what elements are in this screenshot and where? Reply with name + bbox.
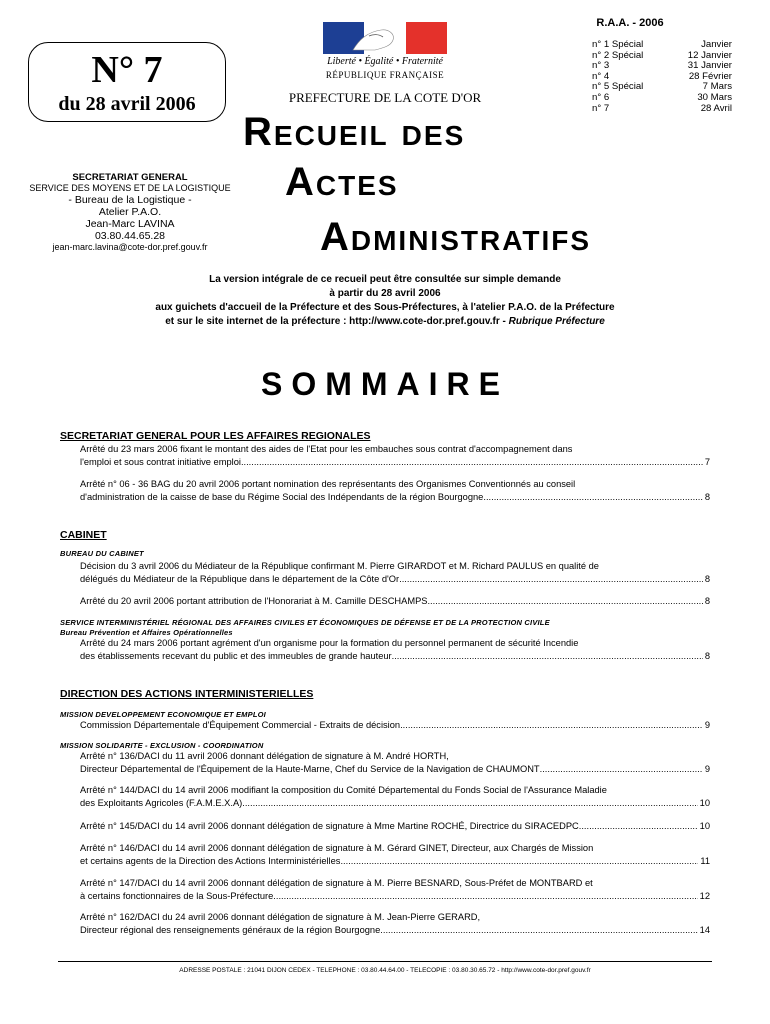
sommaire-heading: SOMMAIRE bbox=[261, 366, 509, 402]
footer-address: ADRESSE POSTALE : 21041 DIJON CEDEX - TELEPHONE : 03.80.44.64.00 - TELECOPIE : 03.80.30.65.72 - http://www.cote-dor.pref.gouv.fr bbox=[179, 967, 591, 974]
version-line: La version intégrale de ce recueil peut être consultée sur simple demande bbox=[209, 274, 561, 285]
page-number: 8 bbox=[704, 573, 710, 584]
toc-entry bbox=[80, 820, 710, 833]
toc-entry-text: Arrêté n° 147/DACI du 14 avril 2006 donnant délégation de signature à M. Pierre BESNARD, Sous-Préfet de MONTBARD et bbox=[80, 878, 593, 888]
toc-entry bbox=[80, 478, 710, 503]
toc-entry-text: Arrêté du 20 avril 2006 portant attribution de l'Honorariat à M. Camille DESCHAMPS bbox=[80, 596, 428, 606]
toc-entry-text: et certains agents de la Direction des Actions Interministérielles bbox=[80, 855, 341, 866]
toc-entry-text: des établissements recevant du public et des immeubles de grande hauteur bbox=[80, 650, 392, 661]
motto: Liberté • Égalité • Fraternité bbox=[327, 56, 443, 67]
page-number: 11 bbox=[700, 855, 710, 866]
toc-entry bbox=[80, 911, 710, 936]
toc-entry-text: Commission Départementale d'Équipement Commercial - Extraits de décision bbox=[80, 720, 401, 730]
secretariat-block bbox=[10, 172, 250, 253]
contact-phone: 03.80.44.65.28 bbox=[94, 230, 166, 242]
issue-date: du 28 avril 2006 bbox=[58, 93, 196, 115]
version-line bbox=[60, 315, 710, 329]
raa-item: n° 2 Spécial 12 Janvier bbox=[592, 49, 732, 61]
toc-entry-text: d'administration de la caisse de base du Régime Social des Indépendants de la région Bourgogne bbox=[80, 491, 484, 502]
section-heading: DIRECTION DES ACTIONS INTERMINISTERIELLES bbox=[60, 688, 314, 700]
section-heading: CABINET bbox=[60, 529, 107, 541]
toc-entry-text: délégués du Médiateur de la République dans le département de la Côte d'Or bbox=[80, 573, 400, 584]
subsection-heading: SERVICE INTERMINISTÉRIEL RÉGIONAL DES AFFAIRES CIVILES ET ÉCONOMIQUES DE DÉFENSE ET DE LA PROTECTION CIVILE bbox=[60, 618, 550, 627]
toc-entry bbox=[80, 443, 710, 468]
toc-entry-text: des Exploitants Agricoles (F.A.M.E.X.A) bbox=[80, 797, 243, 808]
toc-entry-text: Arrêté n° 146/DACI du 14 avril 2006 donnant délégation de signature à M. Gérard GINET, Directeur, aux Chargés de Mission bbox=[80, 843, 594, 853]
marianne-logo-icon bbox=[323, 22, 447, 54]
page-number: 8 bbox=[704, 491, 710, 502]
page-number: 10 bbox=[699, 797, 710, 808]
subsection-heading: MISSION DEVELOPPEMENT ECONOMIQUE ET EMPLOI bbox=[60, 710, 266, 719]
service-name: SERVICE DES MOYENS ET DE LA LOGISTIQUE bbox=[29, 183, 231, 193]
atelier-name: Atelier P.A.O. bbox=[98, 206, 162, 218]
toc-entry bbox=[80, 637, 710, 662]
toc-entry-text: Arrêté n° 06 - 36 BAG du 20 avril 2006 portant nomination des représentants des Organismes Conventionnés au conseil bbox=[80, 479, 576, 489]
toc-entry-text: Arrêté n° 145/DACI du 14 avril 2006 donnant délégation de signature à Mme Martine ROCHÉ, Directrice du SIRACEDPC bbox=[80, 821, 579, 831]
rubrique-text: Rubrique Préfecture bbox=[508, 316, 605, 327]
toc-entry-text: Arrêté n° 144/DACI du 14 avril 2006 modifiant la composition du Comité Départemental du Fonds Social de l'Assurance Maladie bbox=[80, 785, 607, 795]
toc-entry-text: Directeur régional des renseignements généraux de la région Bourgogne bbox=[80, 924, 381, 935]
prefecture-name: PREFECTURE DE LA COTE D'OR bbox=[288, 90, 482, 105]
page-number: 9 bbox=[704, 763, 710, 774]
toc-entry-text: l'emploi et sous contrat initiative emploi bbox=[80, 456, 241, 467]
raa-item: n° 1 Spécial Janvier bbox=[592, 39, 732, 50]
title-line-2: Actes bbox=[285, 160, 399, 204]
subsection-heading: BUREAU DU CABINET bbox=[60, 549, 144, 558]
bureau-name: - Bureau de la Logistique - bbox=[68, 194, 192, 206]
title-line-1: Recueil des bbox=[243, 110, 466, 154]
page-number: 9 bbox=[704, 720, 710, 730]
raa-item: n° 4 28 Février bbox=[592, 70, 732, 82]
version-line: à partir du 28 avril 2006 bbox=[329, 288, 441, 299]
contact-name: Jean-Marc LAVINA bbox=[85, 218, 175, 230]
issue-number-box bbox=[28, 42, 226, 122]
toc-entry-text: Arrêté du 23 mars 2006 fixant le montant des aides de l'Etat pour les embauches sous contrat d'accompagnement dans bbox=[80, 444, 573, 454]
section-heading: SECRETARIAT GENERAL POUR LES AFFAIRES REGIONALES bbox=[60, 430, 371, 442]
toc-entry bbox=[80, 784, 710, 809]
raa-item: n° 7 28 Avril bbox=[592, 102, 732, 114]
toc-entry bbox=[80, 842, 710, 867]
toc-entry bbox=[80, 595, 710, 608]
toc-entry-text: Arrêté n° 136/DACI du 11 avril 2006 donnant délégation de signature à M. André HORTH, bbox=[80, 751, 449, 761]
toc-entry bbox=[80, 719, 710, 732]
page-number: 7 bbox=[704, 456, 710, 467]
page-number: 12 bbox=[699, 890, 710, 901]
raa-item: n° 3 31 Janvier bbox=[592, 60, 732, 72]
toc-entry-text: Arrêté du 24 mars 2006 portant agrément d'un organisme pour la formation du personnel permanent de sécurité Incendie bbox=[80, 638, 579, 648]
page-number: 10 bbox=[699, 821, 710, 831]
website-text: et sur le site internet de la préfecture : http://www.cote-dor.pref.gouv.fr - bbox=[165, 316, 509, 327]
version-notice bbox=[60, 273, 710, 329]
contact-email: jean-marc.lavina@cote-dor.pref.gouv.fr bbox=[52, 242, 208, 252]
page-number: 14 bbox=[699, 924, 710, 935]
footer-divider bbox=[58, 961, 712, 962]
raa-item: n° 5 Spécial 7 Mars bbox=[592, 81, 732, 93]
secretariat-title: SECRETARIAT GENERAL bbox=[72, 172, 188, 183]
title-line-3: Administratifs bbox=[320, 215, 592, 259]
toc-entry-text: Arrêté n° 162/DACI du 24 avril 2006 donnant délégation de signature à M. Jean-Pierre GERARD, bbox=[80, 912, 481, 922]
toc-entry-text: Décision du 3 avril 2006 du Médiateur de la République confirmant M. Pierre GIRARDOT et M. Richard PAULUS en qualité de bbox=[80, 561, 599, 571]
version-line: aux guichets d'accueil de la Préfecture et des Sous-Préfectures, à l'atelier P.A.O. de la Préfecture bbox=[155, 302, 615, 313]
raa-list bbox=[592, 40, 732, 114]
subsection-heading: MISSION SOLIDARITE - EXCLUSION - COORDINATION bbox=[60, 741, 264, 750]
page-number: 8 bbox=[704, 596, 710, 606]
toc-entry bbox=[80, 750, 710, 775]
republic-label: RÉPUBLIQUE FRANÇAISE bbox=[325, 70, 445, 80]
raa-title: R.A.A. - 2006 bbox=[596, 17, 664, 29]
toc-entry-text: Directeur Départemental de l'Équipement de la Haute-Marne, Chef du Service de la Navigation de CHAUMONT bbox=[80, 763, 540, 774]
toc-entry bbox=[80, 560, 710, 585]
toc-entry bbox=[80, 877, 710, 902]
raa-item: n° 6 30 Mars bbox=[592, 91, 732, 103]
issue-number: N° 7 bbox=[91, 49, 163, 91]
subsection-heading: Bureau Prévention et Affaires Opérationnelles bbox=[60, 628, 233, 637]
page-number: 8 bbox=[704, 650, 710, 661]
toc-entry-text: à certains fonctionnaires de la Sous-Préfecture bbox=[80, 890, 274, 901]
